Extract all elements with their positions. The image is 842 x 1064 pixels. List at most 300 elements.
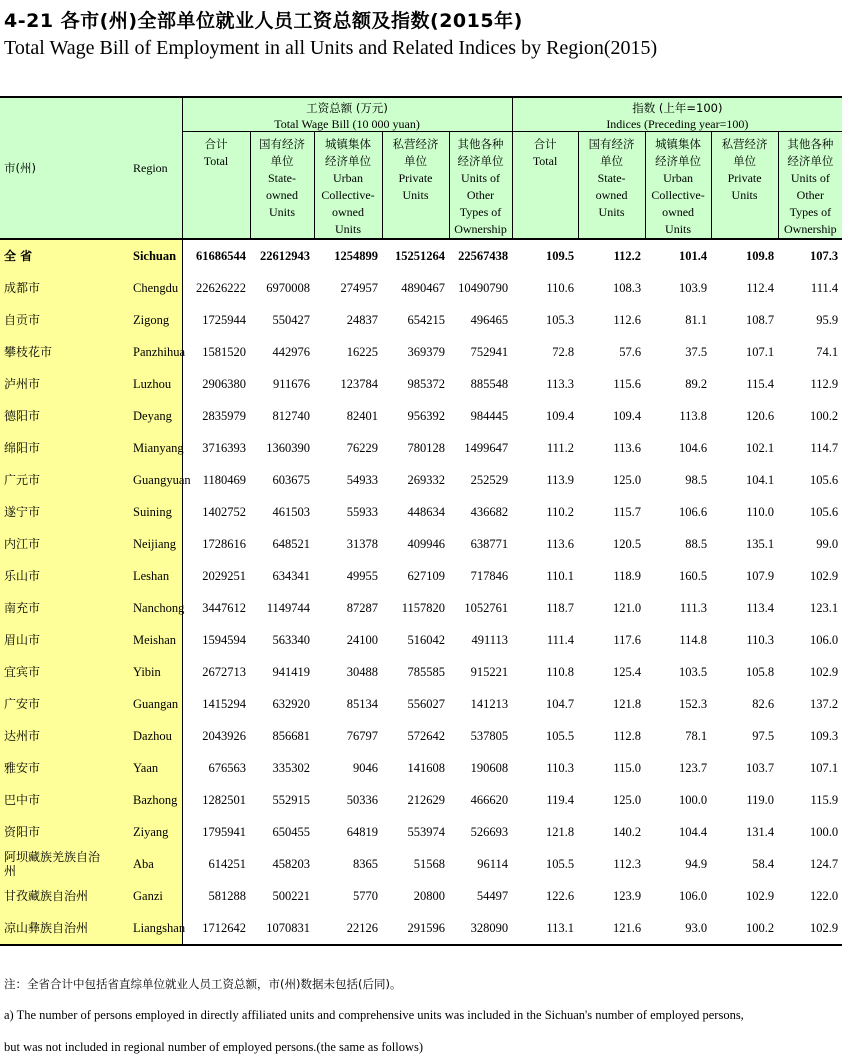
cell-value: 550427 <box>272 312 310 327</box>
header-wage-col-0: 合计 Total <box>182 132 250 240</box>
table-row <box>0 239 842 272</box>
cell-value: 122.0 <box>809 888 839 903</box>
cell-value: 442976 <box>272 344 310 359</box>
cell-value: 117.6 <box>613 632 642 647</box>
cell-value: 72.8 <box>552 344 575 359</box>
cell-value: 648521 <box>272 536 310 551</box>
cell-value: 984445 <box>470 408 509 423</box>
table-row <box>0 816 842 848</box>
cell-city: 凉山彝族自治州 <box>0 912 105 945</box>
header-index-col-3: 私营经济 单位 Private Units <box>711 132 778 240</box>
cell-value: 110.3 <box>546 760 575 775</box>
cell-city: 巴中市 <box>0 784 105 816</box>
cell-value: 119.4 <box>546 792 575 807</box>
cell-city: 广安市 <box>0 688 105 720</box>
cell-value: 102.9 <box>745 888 775 903</box>
cell-value: 95.9 <box>816 312 839 327</box>
cell-value: 111.4 <box>546 632 575 647</box>
header-index-col-1: 国有经济 单位 State- owned Units <box>578 132 645 240</box>
cell-value: 118.7 <box>546 600 575 615</box>
cell-value: 1052761 <box>464 600 509 615</box>
cell-value: 54933 <box>346 472 378 487</box>
cell-value: 111.2 <box>546 440 575 455</box>
cell-region: Guangan <box>105 688 182 720</box>
note-en-line2: but was not included in regional number of employed persons.(the same as follows) <box>4 1040 424 1054</box>
cell-city: 泸州市 <box>0 368 105 400</box>
cell-value: 22126 <box>314 912 382 945</box>
cell-value: 676563 <box>182 752 250 784</box>
cell-value: 107.1 <box>745 344 775 359</box>
cell-value: 335302 <box>272 760 310 775</box>
cell-value: 101.4 <box>678 248 708 263</box>
cell-value: 113.8 <box>679 408 708 423</box>
cell-value: 103.7 <box>745 760 775 775</box>
cell-value: 109.5 <box>545 248 575 263</box>
cell-value: 105.5 <box>545 728 575 743</box>
cell-value: 10490790 <box>458 280 509 295</box>
cell-value: 369379 <box>407 344 445 359</box>
cell-value: 22626222 <box>182 272 250 304</box>
cell-value: 88.5 <box>685 536 708 551</box>
table-row <box>0 432 842 464</box>
cell-value: 22612943 <box>260 248 310 263</box>
cell-value: 121.8 <box>545 824 575 839</box>
cell-value: 603675 <box>272 472 310 487</box>
cell-value: 100.2 <box>809 408 839 423</box>
cell-region: Yibin <box>105 656 182 688</box>
cell-value: 110.3 <box>746 632 775 647</box>
cell-value: 78.1 <box>685 728 708 743</box>
cell-region: Chengdu <box>105 272 182 304</box>
cell-value: 124.7 <box>809 856 839 871</box>
cell-value: 131.4 <box>745 824 775 839</box>
cell-city: 宜宾市 <box>0 656 105 688</box>
cell-value: 2835979 <box>182 400 250 432</box>
cell-value: 4890467 <box>401 280 445 295</box>
cell-value: 51568 <box>413 856 445 871</box>
table-row <box>0 336 842 368</box>
cell-value: 105.5 <box>545 856 575 871</box>
cell-value: 135.1 <box>745 536 775 551</box>
cell-value: 104.4 <box>678 824 708 839</box>
cell-value: 113.3 <box>546 376 575 391</box>
cell-value: 1712642 <box>182 912 250 945</box>
cell-value: 638771 <box>470 536 509 551</box>
table-row <box>0 720 842 752</box>
cell-value: 113.4 <box>746 600 775 615</box>
cell-value: 632920 <box>272 696 310 711</box>
cell-value: 114.7 <box>810 440 839 455</box>
cell-region: Sichuan <box>105 239 182 272</box>
cell-value: 109.3 <box>809 728 839 743</box>
cell-value: 112.9 <box>810 376 839 391</box>
cell-region: Bazhong <box>105 784 182 816</box>
cell-value: 111.3 <box>679 600 708 615</box>
cell-value: 491113 <box>471 632 509 647</box>
cell-city: 乐山市 <box>0 560 105 592</box>
page-title-en: Total Wage Bill of Employment in all Units and Related Indices by Region(2015) <box>4 37 658 59</box>
cell-value: 109.8 <box>745 248 775 263</box>
cell-value: 634341 <box>272 568 310 583</box>
cell-value: 269332 <box>407 472 445 487</box>
header-wage-col-2: 城镇集体 经济单位 Urban Collective- owned Units <box>314 132 382 240</box>
cell-value: 120.5 <box>612 536 642 551</box>
cell-value: 76229 <box>346 440 378 455</box>
cell-value: 58.4 <box>752 856 775 871</box>
cell-value: 82401 <box>346 408 378 423</box>
cell-value: 110.1 <box>546 568 575 583</box>
cell-region: Zigong <box>105 304 182 336</box>
table-row <box>0 272 842 304</box>
table-row <box>0 592 842 624</box>
table-row <box>0 912 842 945</box>
cell-value: 627109 <box>407 568 445 583</box>
cell-value: 2672713 <box>182 656 250 688</box>
cell-value: 274957 <box>340 280 378 295</box>
cell-value: 328090 <box>449 912 512 945</box>
page-title-cn: 4-21 各市(州)全部单位就业人员工资总额及指数(2015年) <box>4 10 523 32</box>
cell-value: 1499647 <box>464 440 509 455</box>
cell-value: 114.8 <box>679 632 708 647</box>
cell-value: 812740 <box>272 408 310 423</box>
cell-value: 109.4 <box>612 408 642 423</box>
cell-value: 105.3 <box>545 312 575 327</box>
cell-region: Nanchong <box>105 592 182 624</box>
cell-city: 攀枝花市 <box>0 336 105 368</box>
cell-city: 眉山市 <box>0 624 105 656</box>
cell-value: 115.7 <box>613 504 642 519</box>
cell-value: 105.8 <box>745 664 775 679</box>
cell-city: 绵阳市 <box>0 432 105 464</box>
table-row <box>0 848 842 880</box>
cell-value: 104.6 <box>678 440 708 455</box>
cell-region: Deyang <box>105 400 182 432</box>
cell-city: 达州市 <box>0 720 105 752</box>
cell-value: 110.2 <box>546 504 575 519</box>
cell-value: 212629 <box>407 792 445 807</box>
cell-value: 113.9 <box>546 472 575 487</box>
cell-region: Meishan <box>105 624 182 656</box>
header-index-col-2: 城镇集体 经济单位 Urban Collective- owned Units <box>645 132 711 240</box>
table-row <box>0 368 842 400</box>
cell-value: 941419 <box>272 664 310 679</box>
cell-value: 516042 <box>407 632 445 647</box>
header-wage-col-4: 其他各种 经济单位 Units of Other Types of Ownership <box>449 132 512 240</box>
cell-value: 125.4 <box>612 664 642 679</box>
cell-value: 112.2 <box>613 248 642 263</box>
cell-value: 55933 <box>346 504 378 519</box>
cell-city: 内江市 <box>0 528 105 560</box>
cell-value: 1149744 <box>266 600 310 615</box>
header-wage-col-1: 国有经济 单位 State- owned Units <box>250 132 314 240</box>
cell-city: 自贡市 <box>0 304 105 336</box>
cell-value: 100.2 <box>711 912 778 945</box>
cell-value: 1725944 <box>182 304 250 336</box>
cell-value: 1254899 <box>334 248 378 263</box>
cell-value: 526693 <box>470 824 509 839</box>
cell-value: 110.8 <box>546 664 575 679</box>
cell-value: 49955 <box>346 568 378 583</box>
cell-value: 24837 <box>346 312 378 327</box>
cell-value: 106.6 <box>678 504 708 519</box>
cell-value: 572642 <box>407 728 445 743</box>
cell-value: 121.0 <box>612 600 642 615</box>
cell-value: 123.7 <box>678 760 708 775</box>
cell-value: 106.0 <box>678 888 708 903</box>
table-row <box>0 688 842 720</box>
cell-value: 107.1 <box>809 760 839 775</box>
cell-value: 31378 <box>346 536 378 551</box>
header-index-col-4: 其他各种 经济单位 Units of Other Types of Ownership <box>778 132 842 240</box>
cell-value: 99.0 <box>816 536 839 551</box>
cell-value: 1728616 <box>182 528 250 560</box>
cell-value: 252529 <box>470 472 509 487</box>
cell-value: 1360390 <box>266 440 310 455</box>
cell-value: 717846 <box>470 568 509 583</box>
cell-region: Luzhou <box>105 368 182 400</box>
cell-value: 96114 <box>477 856 509 871</box>
cell-value: 113.6 <box>613 440 642 455</box>
cell-region: Suining <box>105 496 182 528</box>
table-row <box>0 464 842 496</box>
cell-value: 121.6 <box>578 912 645 945</box>
cell-value: 1795941 <box>182 816 250 848</box>
cell-value: 102.1 <box>745 440 775 455</box>
cell-value: 654215 <box>407 312 445 327</box>
cell-region: Liangshan <box>105 912 182 945</box>
cell-value: 102.9 <box>809 664 839 679</box>
header-group-index: 指数 (上年=100) Indices (Preceding year=100) <box>512 97 842 132</box>
cell-region: Neijiang <box>105 528 182 560</box>
cell-region: Mianyang <box>105 432 182 464</box>
cell-value: 537805 <box>470 728 509 743</box>
cell-city: 甘孜藏族自治州 <box>0 880 105 912</box>
cell-value: 436682 <box>470 504 509 519</box>
cell-region: Aba <box>105 848 182 880</box>
note-cn: 注：全省合计中包括省直综单位就业人员工资总额，市(州)数据未包括(后同)。 <box>4 977 402 991</box>
cell-value: 54497 <box>476 888 509 903</box>
cell-value: 115.0 <box>613 760 642 775</box>
cell-value: 105.6 <box>809 472 839 487</box>
cell-value: 24100 <box>346 632 378 647</box>
cell-value: 82.6 <box>752 696 775 711</box>
cell-value: 563340 <box>272 632 310 647</box>
cell-value: 107.3 <box>809 248 839 263</box>
cell-value: 856681 <box>272 728 310 743</box>
table-row <box>0 624 842 656</box>
cell-region: Ganzi <box>105 880 182 912</box>
cell-value: 109.4 <box>545 408 575 423</box>
cell-value: 3447612 <box>182 592 250 624</box>
cell-city: 广元市 <box>0 464 105 496</box>
cell-city: 成都市 <box>0 272 105 304</box>
cell-value: 614251 <box>182 848 250 880</box>
cell-value: 461503 <box>272 504 310 519</box>
table-row <box>0 496 842 528</box>
cell-value: 458203 <box>272 856 310 871</box>
cell-value: 102.9 <box>778 912 842 945</box>
cell-value: 112.8 <box>613 728 642 743</box>
cell-value: 1157820 <box>401 600 445 615</box>
cell-value: 15251264 <box>395 248 445 263</box>
cell-value: 553974 <box>407 824 445 839</box>
cell-value: 956392 <box>407 408 445 423</box>
cell-value: 915221 <box>470 664 509 679</box>
cell-value: 3716393 <box>182 432 250 464</box>
cell-value: 496465 <box>470 312 509 327</box>
cell-value: 74.1 <box>816 344 839 359</box>
cell-value: 97.5 <box>752 728 775 743</box>
table-row <box>0 752 842 784</box>
cell-value: 190608 <box>470 760 509 775</box>
table-row <box>0 880 842 912</box>
cell-value: 105.6 <box>809 504 839 519</box>
cell-value: 111.4 <box>810 280 839 295</box>
header-region: Region <box>105 97 182 239</box>
cell-value: 291596 <box>382 912 449 945</box>
cell-value: 107.9 <box>745 568 775 583</box>
cell-value: 100.0 <box>678 792 708 807</box>
cell-value: 752941 <box>470 344 509 359</box>
cell-value: 137.2 <box>809 696 839 711</box>
table-row <box>0 560 842 592</box>
table-row <box>0 400 842 432</box>
cell-city: 全 省 <box>0 239 105 272</box>
cell-value: 500221 <box>272 888 310 903</box>
cell-value: 125.0 <box>612 792 642 807</box>
cell-value: 141608 <box>407 760 445 775</box>
cell-value: 409946 <box>407 536 445 551</box>
cell-value: 1594594 <box>182 624 250 656</box>
cell-value: 123.9 <box>612 888 642 903</box>
cell-value: 20800 <box>413 888 445 903</box>
cell-value: 885548 <box>470 376 509 391</box>
cell-value: 5770 <box>353 888 378 903</box>
cell-city: 德阳市 <box>0 400 105 432</box>
table-row <box>0 528 842 560</box>
cell-value: 141213 <box>470 696 509 711</box>
table-row <box>0 784 842 816</box>
cell-region: Leshan <box>105 560 182 592</box>
cell-value: 121.8 <box>612 696 642 711</box>
cell-value: 985372 <box>407 376 445 391</box>
cell-value: 113.6 <box>546 536 575 551</box>
cell-city: 雅安市 <box>0 752 105 784</box>
cell-value: 160.5 <box>678 568 708 583</box>
cell-value: 118.9 <box>613 568 642 583</box>
cell-region: Guangyuan <box>105 464 182 496</box>
cell-value: 112.3 <box>613 856 642 871</box>
cell-value: 120.6 <box>745 408 775 423</box>
cell-value: 57.6 <box>619 344 642 359</box>
cell-value: 125.0 <box>612 472 642 487</box>
cell-region: Dazhou <box>105 720 182 752</box>
cell-value: 1282501 <box>182 784 250 816</box>
cell-value: 98.5 <box>685 472 708 487</box>
cell-value: 123.1 <box>809 600 839 615</box>
cell-value: 152.3 <box>678 696 708 711</box>
cell-value: 102.9 <box>809 568 839 583</box>
cell-value: 448634 <box>407 504 445 519</box>
wage-table <box>0 96 842 946</box>
cell-value: 1581520 <box>182 336 250 368</box>
cell-value: 103.9 <box>678 280 708 295</box>
cell-city: 资阳市 <box>0 816 105 848</box>
cell-value: 85134 <box>346 696 378 711</box>
cell-region: Ziyang <box>105 816 182 848</box>
cell-value: 115.4 <box>746 376 775 391</box>
cell-value: 581288 <box>182 880 250 912</box>
cell-value: 104.7 <box>545 696 575 711</box>
header-city: 市(州) <box>0 97 105 239</box>
cell-city: 遂宁市 <box>0 496 105 528</box>
cell-value: 115.6 <box>613 376 642 391</box>
cell-value: 122.6 <box>545 888 575 903</box>
cell-value: 37.5 <box>685 344 708 359</box>
cell-value: 911676 <box>272 376 310 391</box>
note-en-line1: a) The number of persons employed in directly affiliated units and comprehensive units was included in the Sichuan's number of employed persons, <box>4 1008 744 1022</box>
cell-value: 552915 <box>272 792 310 807</box>
cell-value: 785585 <box>407 664 445 679</box>
cell-value: 9046 <box>353 760 378 775</box>
cell-value: 50336 <box>346 792 378 807</box>
cell-value: 106.0 <box>809 632 839 647</box>
cell-value: 113.1 <box>512 912 578 945</box>
cell-value: 2029251 <box>182 560 250 592</box>
cell-value: 140.2 <box>612 824 642 839</box>
cell-value: 100.0 <box>809 824 839 839</box>
cell-value: 93.0 <box>645 912 711 945</box>
cell-value: 87287 <box>346 600 378 615</box>
cell-value: 2043926 <box>182 720 250 752</box>
header-group-wage: 工资总额 (万元) Total Wage Bill (10 000 yuan) <box>182 97 512 132</box>
cell-value: 2906380 <box>182 368 250 400</box>
cell-value: 16225 <box>346 344 378 359</box>
cell-value: 110.0 <box>746 504 775 519</box>
cell-value: 119.0 <box>746 792 775 807</box>
cell-value: 115.9 <box>810 792 839 807</box>
cell-value: 1415294 <box>182 688 250 720</box>
cell-value: 1402752 <box>182 496 250 528</box>
cell-value: 61686544 <box>182 239 250 272</box>
cell-value: 466620 <box>470 792 509 807</box>
cell-value: 123784 <box>340 376 378 391</box>
cell-value: 64819 <box>346 824 378 839</box>
header-index-col-0: 合计 Total <box>512 132 578 240</box>
header-wage-col-3: 私营经济 单位 Private Units <box>382 132 449 240</box>
cell-value: 30488 <box>346 664 378 679</box>
cell-value: 556027 <box>407 696 445 711</box>
cell-value: 22567438 <box>458 248 509 263</box>
cell-value: 110.6 <box>546 280 575 295</box>
cell-value: 94.9 <box>685 856 708 871</box>
cell-value: 103.5 <box>678 664 708 679</box>
cell-value: 780128 <box>407 440 445 455</box>
cell-value: 108.7 <box>745 312 775 327</box>
table-row <box>0 304 842 336</box>
cell-region: Panzhihua <box>105 336 182 368</box>
cell-value: 89.2 <box>685 376 708 391</box>
cell-value: 1070831 <box>250 912 314 945</box>
cell-value: 76797 <box>346 728 378 743</box>
cell-city: 阿坝藏族羌族自治州 <box>0 848 105 880</box>
cell-region: Yaan <box>105 752 182 784</box>
cell-value: 108.3 <box>612 280 642 295</box>
table-row <box>0 656 842 688</box>
cell-value: 650455 <box>272 824 310 839</box>
cell-value: 8365 <box>353 856 378 871</box>
cell-value: 104.1 <box>745 472 775 487</box>
